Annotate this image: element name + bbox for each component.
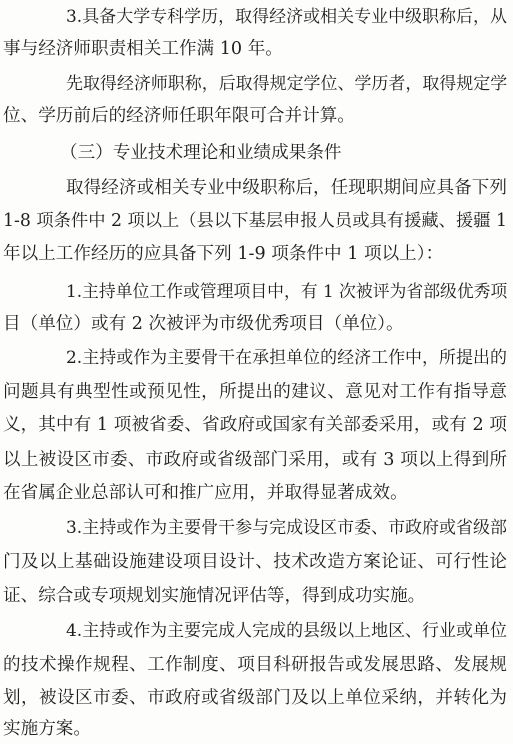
text-line-2: 事与经济师职责相关工作满 10 年。: [3, 39, 283, 59]
text-line-21: 划，被设区市委、市政府或省级部门及以上单位采纳，并转化为: [3, 688, 507, 708]
text-line-18: 证、综合或专项规划实施情况评估等，得到成功实施。: [3, 586, 426, 606]
text-line-16: 3.主持或作为主要骨干参与完成设区市委、市政府或省级部: [66, 518, 507, 538]
text-line-13: 义，其中有 1 项被省委、省政府或国家有关部委采用，或有 2 项: [3, 415, 507, 435]
text-line-11: 2.主持或作为主要骨干在承担单位的经济工作中，所提出的: [66, 348, 507, 368]
text-line-8: 年以上工作经历的应具备下列 1-9 项条件中 1 项以上）：: [3, 244, 444, 264]
text-line-15: 在省属企业总部认可和推广应用，并取得显著成效。: [3, 483, 408, 503]
text-line-1: 3.具备大学专科学历，取得经济或相关专业中级职称后，从: [66, 7, 507, 27]
text-line-12: 问题具有典型性或预见性，所提出的建议、意见对工作有指导意: [3, 382, 507, 402]
text-line-6: 取得经济或相关专业中级职称后，任现职期间应具备下列: [66, 178, 507, 198]
text-line-17: 门及以上基础设施建设项目设计、技术改造方案论证、可行性论: [3, 552, 507, 572]
text-line-14: 以上被设区市委、市政府或省级部门采用，或有 3 项以上得到所: [3, 450, 507, 470]
text-line-3: 先取得经济师职称，后取得规定学位、学历者，取得规定学: [66, 74, 508, 94]
text-line-10: 目（单位）或有 2 次被评为市级优秀项目（单位）。: [3, 314, 404, 334]
text-line-19: 4.主持或作为主要完成人完成的县级以上地区、行业或单位: [66, 621, 507, 641]
text-line-7: 1-8 项条件中 2 项以上（县以下基层申报人员或具有援藏、援疆 1: [3, 211, 507, 231]
text-line-4: 位、学历前后的经济师任职年限可合并计算。: [3, 106, 355, 126]
section-heading: （三）专业技术理论和业绩成果条件: [60, 143, 342, 163]
text-line-20: 的技术操作规程、工作制度、项目科研报告或发展思路、发展规: [3, 655, 507, 675]
text-line-22: 实施方案。: [3, 719, 91, 739]
text-line-9: 1.主持单位工作或管理项目中，有 1 次被评为省部级优秀项: [66, 281, 508, 301]
